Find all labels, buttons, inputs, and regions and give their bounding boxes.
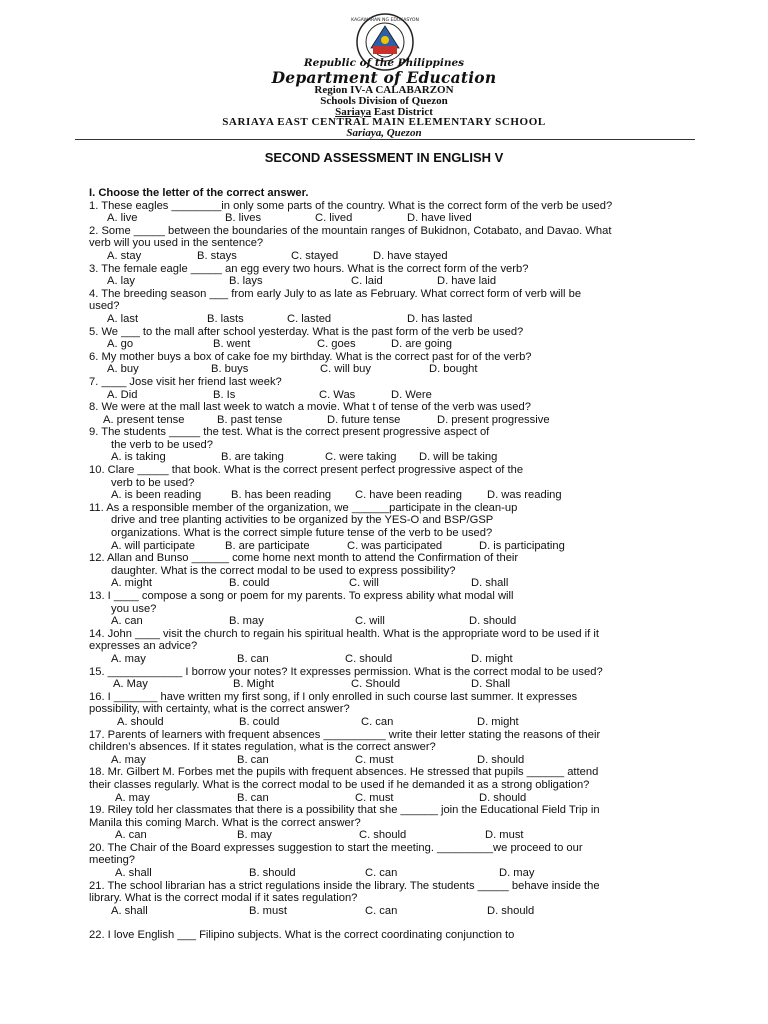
question-3-options: A. lay B. lays C. laid D. have laid — [107, 275, 497, 288]
department-name: Department of Education — [271, 68, 497, 87]
region-line: Region IV-A CALABARZON — [314, 84, 454, 96]
question-6-options: A. buy B. buys C. will buy D. bought — [107, 363, 478, 376]
svg-text:KAGAWARAN NG EDUKASYON: KAGAWARAN NG EDUKASYON — [351, 18, 419, 23]
question-21-options: A. shall B. must C. can D. should — [111, 904, 535, 917]
question-17-options: A. may B. can C. must D. should — [111, 753, 525, 766]
question-2: 2. Some _____ between the boundaries of the mountain ranges of Bukidnon, Cotabato, and Davao. What — [89, 224, 612, 237]
question-14-options: A. may B. can C. should D. might — [111, 652, 513, 665]
question-4-cont: used? — [89, 300, 120, 313]
question-20-cont: meeting? — [89, 854, 136, 867]
question-19: 19. Riley told her classmates that there is a possibility that she ______ join the Educational Field Trip in — [89, 804, 600, 817]
division-line: Schools Division of Quezon — [320, 95, 448, 107]
question-4-options: A. last B. lasts C. lasted D. has lasted — [107, 312, 473, 325]
question-20-options: A. shall B. should C. can D. may — [115, 867, 535, 880]
question-15: 15. ____________ I borrow your notes? It expresses permission. What is the correct modal to be used? — [89, 665, 603, 678]
question-12-options: A. might B. could C. will D. shall — [111, 577, 509, 590]
question-19-cont: Manila this coming March. What is the correct answer? — [89, 816, 361, 829]
question-16-options: A. should B. could C. can D. might — [117, 715, 519, 728]
question-20: 20. The Chair of the Board expresses suggestion to start the meeting. _________we proceed to our — [89, 841, 583, 854]
question-3: 3. The female eagle _____ an egg every two hours. What is the correct form of the verb? — [89, 262, 529, 275]
question-2-cont: verb will you used in the sentence? — [89, 237, 264, 250]
question-21: 21. The school librarian has a strict regulations inside the library. The students _____ behave inside the — [89, 879, 600, 892]
page-title: SECOND ASSESSMENT IN ENGLISH V — [264, 150, 504, 165]
question-6: 6. My mother buys a box of cake foe my birthday. What is the correct past for of the verb? — [89, 350, 532, 363]
question-9-cont: the verb to be used? — [111, 438, 214, 451]
question-11-cont-2: organizations. What is the correct simple future tense of the verb to be used? — [111, 527, 493, 540]
question-10-cont: verb to be used? — [111, 476, 195, 489]
question-8-options: A. present tense B. past tense D. future tense D. present progressive — [103, 413, 550, 426]
question-10-options: A. is been reading B. has been reading C. have been reading D. was reading — [111, 489, 562, 502]
question-14: 14. John ____ visit the church to regain his spiritual health. What is the appropriate word to be used if it — [89, 627, 599, 640]
question-4: 4. The breeding season ___ from early July to as late as February. What correct form of verb will be — [89, 287, 582, 300]
question-2-options: A. stay B. stays C. stayed D. have stayed — [107, 249, 448, 262]
question-9: 9. The students _____ the test. What is the correct present progressive aspect of — [89, 426, 490, 439]
header-divider — [75, 139, 695, 140]
question-12-cont: daughter. What is the correct modal to be used to express possibility? — [111, 564, 456, 577]
question-18: 18. Mr. Gilbert M. Forbes met the pupils with frequent absences. He stressed that pupils ______ attend — [89, 766, 599, 779]
question-15-options: A. May B. Might C. Should D. Shall — [113, 678, 511, 691]
question-5-options: A. go B. went C. goes D. are going — [107, 338, 452, 351]
question-1: 1. These eagles ________in only some parts of the country. What is the correct form of the verb be used? — [89, 199, 613, 212]
instruction: I. Choose the letter of the correct answer. — [89, 187, 309, 199]
question-7: 7. ____ Jose visit her friend last week? — [89, 375, 282, 388]
question-5: 5. We ___ to the mall after school yesterday. What is the past form of the verb be used? — [89, 325, 524, 338]
school-name: SARIAYA EAST CENTRAL MAIN ELEMENTARY SCHOOL — [222, 116, 546, 128]
town-line: Sariaya, Quezon — [346, 127, 422, 139]
district-line: Sariaya East District — [335, 106, 433, 118]
question-19-options: A. can B. may C. should D. must — [115, 829, 524, 842]
question-11-cont: drive and tree planting activities to be organized by the YES-O and BSP/GSP — [111, 514, 494, 527]
question-21-cont: library. What is the correct modal if it sates regulation? — [89, 892, 358, 905]
question-11-options: A. will participate B. are participate C. was participated D. is participating — [111, 539, 565, 552]
question-list — [89, 187, 689, 942]
question-17: 17. Parents of learners with frequent absences __________ write their letter stating the reasons of their — [89, 728, 601, 741]
question-8: 8. We were at the mall last week to watch a movie. What t of tense of the verb was used? — [89, 401, 531, 414]
question-13: 13. I ____ compose a song or poem for my parents. To express ability what modal will — [89, 590, 514, 602]
question-22: 22. I love English ___ Filipino subjects. What is the correct coordinating conjunction to — [89, 929, 515, 942]
question-9-options: A. is taking B. are taking C. were taking D. will be taking — [111, 451, 498, 464]
question-16: 16. I _______ have written my first song, if I only enrolled in such course last summer. It expresses — [89, 690, 578, 703]
question-1-options: A. live B. lives C. lived D. have lived — [107, 212, 472, 225]
question-14-cont: expresses an advice? — [89, 640, 198, 653]
spacer — [89, 917, 689, 929]
question-10: 10. Clare _____ that book. What is the correct present perfect progressive aspect of the — [89, 464, 524, 477]
question-18-options: A. may B. can C. must D. should — [115, 791, 527, 804]
question-17-cont: children’s absences. If it states regulation, what is the correct answer? — [89, 741, 436, 754]
question-16-cont: possibility, with certainty, what is the correct answer? — [89, 703, 350, 716]
question-13-cont: you use? — [111, 602, 157, 615]
question-11: 11. As a responsible member of the organization, we ______participate in the clean-up — [89, 501, 518, 514]
question-7-options: A. Did B. Is C. Was D. Were — [107, 388, 432, 401]
question-18-cont: their classes regularly. What is the correct modal to be used if he demanded it as a strong obligation? — [89, 778, 590, 791]
question-12: 12. Allan and Bunso ______ come home next month to attend the Confirmation of their — [89, 552, 519, 565]
question-13-options: A. can B. may C. will D. should — [111, 615, 517, 628]
republic-line: Republic of the Philippines — [303, 57, 465, 69]
